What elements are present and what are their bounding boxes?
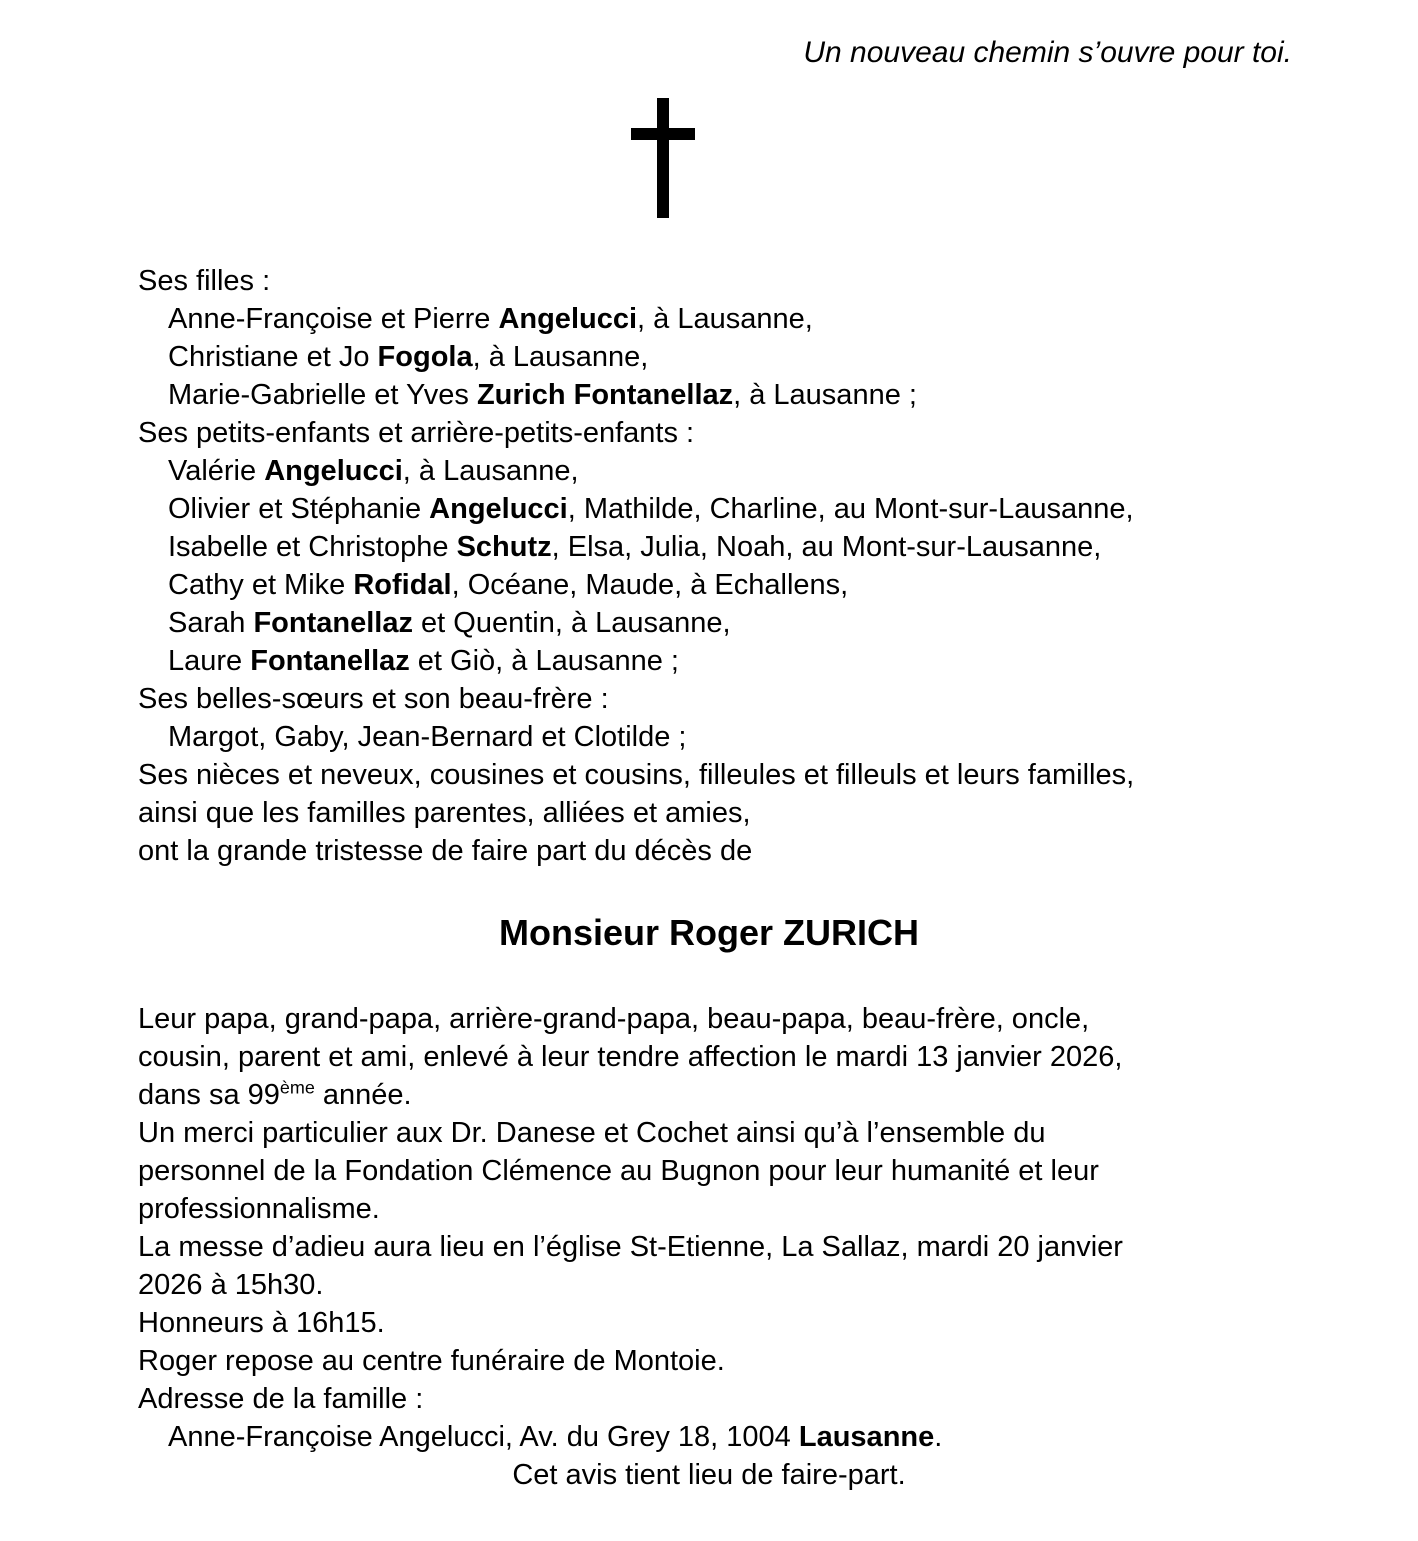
text-segment: Margot, Gaby, Jean-Bernard et Clotilde ; [168, 721, 687, 753]
text-segment: Ses petits-enfants et arrière-petits-enfants : [138, 417, 695, 449]
text-line [138, 794, 1280, 832]
epigraph-text: Un nouveau chemin s’ouvre pour toi. [803, 36, 1292, 69]
text-segment: année. [314, 1079, 412, 1111]
family-surname-bold: Lausanne [798, 1421, 935, 1453]
family-surname-bold: Fontanellaz [250, 645, 410, 677]
text-segment: Valérie [168, 455, 265, 487]
text-line [138, 338, 1280, 376]
text-line [138, 1076, 1280, 1114]
text-segment: dans sa 99 [138, 1079, 280, 1111]
text-segment: Ses nièces et neveux, cousines et cousins, filleules et filleuls et leurs familles, [138, 759, 1135, 791]
text-segment: Cathy et Mike [168, 569, 354, 601]
text-line [138, 1038, 1280, 1076]
text-segment: , à Lausanne, [402, 455, 579, 487]
deceased-name-title: Monsieur Roger ZURICH [498, 912, 919, 953]
text-segment: Cet avis tient lieu de faire-part. [512, 1459, 906, 1491]
family-surname-bold: Schutz [456, 531, 552, 563]
text-line [138, 528, 1280, 566]
text-line [138, 642, 1280, 680]
text-segment: Roger repose au centre funéraire de Montoie. [138, 1345, 725, 1377]
text-segment: , à Lausanne, [637, 303, 813, 335]
text-segment: , Océane, Maude, à Echallens, [451, 569, 849, 601]
family-surname-bold: Angelucci [264, 455, 403, 487]
text-segment: cousin, parent et ami, enlevé à leur tendre affection le mardi 13 janvier 2026, [138, 1041, 1123, 1073]
latin-cross-icon [631, 98, 695, 218]
text-segment: Ses belles-sœurs et son beau-frère : [138, 683, 609, 715]
family-surname-bold: Rofidal [353, 569, 452, 601]
family-surname-bold: Angelucci [498, 303, 638, 335]
text-line [138, 832, 1280, 870]
text-segment: Ses filles : [138, 265, 271, 297]
text-line [138, 300, 1280, 338]
text-line [138, 452, 1280, 490]
text-segment: , à Lausanne ; [733, 379, 917, 411]
family-surname-bold: Zurich Fontanellaz [476, 379, 734, 411]
text-line [138, 1304, 1280, 1342]
text-line [138, 414, 1280, 452]
family-announcement-block [138, 262, 1280, 870]
text-line [138, 1380, 1280, 1418]
text-line [138, 262, 1280, 300]
text-segment: ème [279, 1077, 315, 1098]
text-segment: Un merci particulier aux Dr. Danese et Cochet ainsi qu’à l’ensemble du [138, 1117, 1046, 1149]
text-line [138, 490, 1280, 528]
text-segment: Honneurs à 16h15. [138, 1307, 385, 1339]
text-segment: Anne-Françoise Angelucci, Av. du Grey 18, 1004 [168, 1421, 799, 1453]
text-segment: Sarah [168, 607, 254, 639]
text-segment: ainsi que les familles parentes, alliées et amies, [138, 797, 751, 829]
text-segment: ont la grande tristesse de faire part du décès de [138, 835, 753, 867]
text-segment: Marie-Gabrielle et Yves [168, 379, 477, 411]
text-segment: Isabelle et Christophe [168, 531, 457, 563]
family-surname-bold: Fogola [377, 341, 473, 373]
text-segment: , à Lausanne, [472, 341, 649, 373]
text-segment: personnel de la Fondation Clémence au Bugnon pour leur humanité et leur [138, 1155, 1099, 1187]
cross-vertical-bar [657, 98, 669, 218]
text-line [138, 1152, 1280, 1190]
text-line [138, 1190, 1280, 1228]
text-segment: 2026 à 15h30. [138, 1269, 324, 1301]
text-segment: Anne-Françoise et Pierre [168, 303, 499, 335]
text-segment: Olivier et Stéphanie [168, 493, 430, 525]
text-segment: , Elsa, Julia, Noah, au Mont-sur-Lausanne, [551, 531, 1102, 563]
cross-horizontal-bar [631, 128, 695, 140]
family-surname-bold: Angelucci [429, 493, 568, 525]
text-line [138, 1418, 1280, 1456]
text-line [138, 1228, 1280, 1266]
text-line [138, 376, 1280, 414]
text-line [138, 680, 1280, 718]
text-segment: . [934, 1421, 943, 1453]
text-segment: La messe d’adieu aura lieu en l’église St-Etienne, La Sallaz, mardi 20 janvier [138, 1231, 1123, 1263]
family-surname-bold: Fontanellaz [253, 607, 413, 639]
text-segment: Adresse de la famille : [138, 1383, 424, 1415]
text-line [138, 566, 1280, 604]
text-line [138, 604, 1280, 642]
text-line [138, 1000, 1280, 1038]
text-line [138, 1456, 1280, 1494]
text-segment: Christiane et Jo [168, 341, 378, 373]
text-segment: professionnalisme. [138, 1193, 380, 1225]
text-line [138, 1114, 1280, 1152]
text-segment: Leur papa, grand-papa, arrière-grand-papa, beau-papa, beau-frère, oncle, [138, 1003, 1090, 1035]
text-segment: Laure [168, 645, 251, 677]
text-segment: et Quentin, à Lausanne, [412, 607, 731, 639]
text-segment: , Mathilde, Charline, au Mont-sur-Lausanne, [567, 493, 1134, 525]
text-segment: et Giò, à Lausanne ; [409, 645, 679, 677]
funeral-details-block [138, 1000, 1280, 1494]
text-line [138, 1342, 1280, 1380]
text-line [138, 718, 1280, 756]
text-line [138, 756, 1280, 794]
text-line [138, 1266, 1280, 1304]
